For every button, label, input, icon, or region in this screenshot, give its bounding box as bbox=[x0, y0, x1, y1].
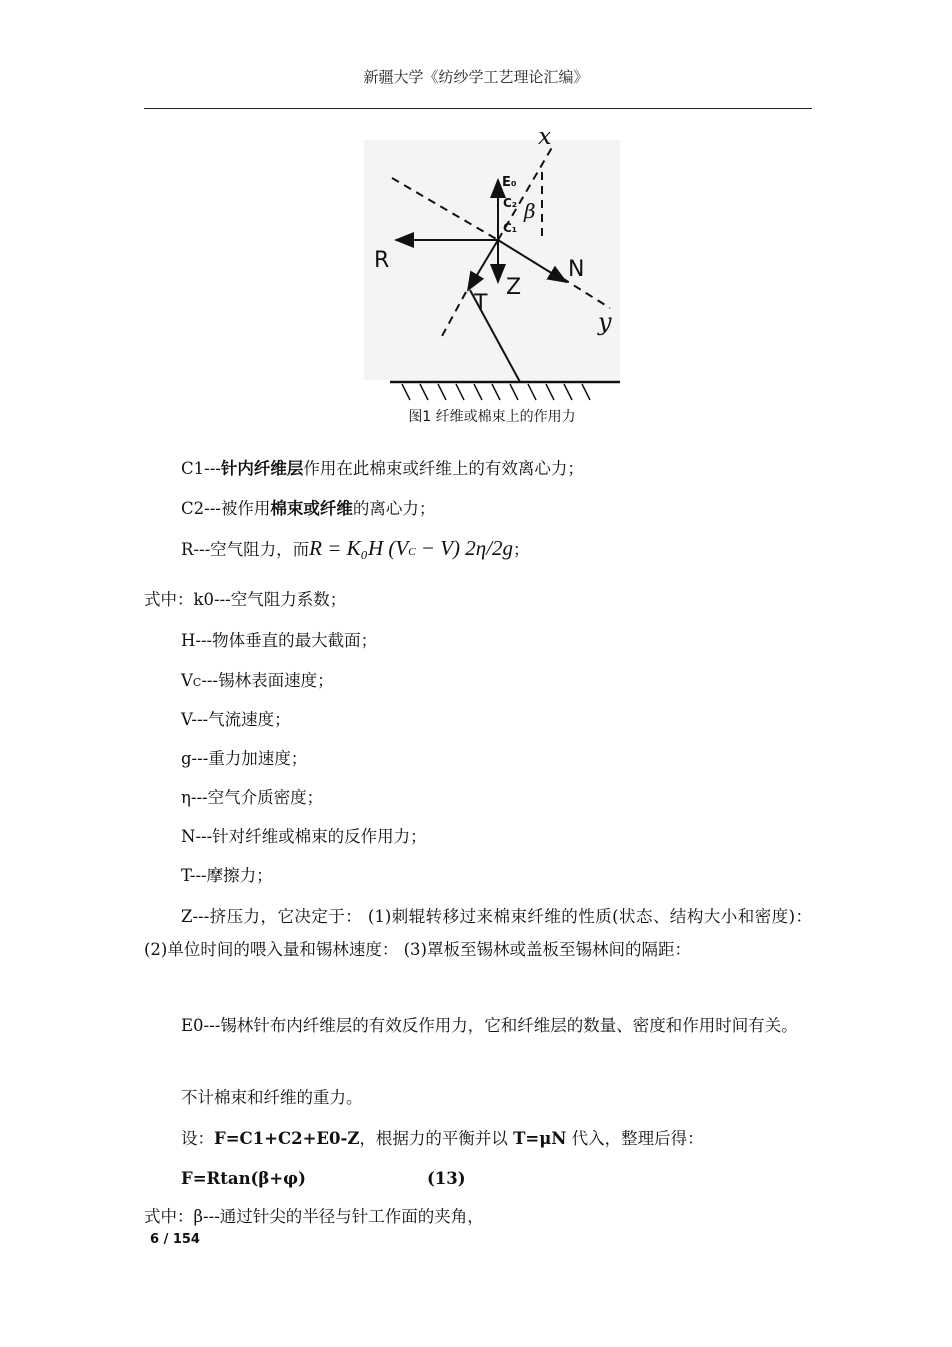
line-vc bbox=[144, 666, 812, 697]
header-rule bbox=[144, 108, 812, 109]
line-n: N---针对纤维或棉束的反作用力； bbox=[181, 827, 427, 846]
r-label: R bbox=[374, 248, 390, 273]
line-t: T---摩擦力； bbox=[181, 866, 273, 885]
line-setup bbox=[144, 1124, 812, 1153]
figure-caption: 图1 纤维或棉束上的作用力 bbox=[408, 409, 576, 425]
r-prefix: R---空气阻力，而 bbox=[181, 540, 310, 559]
paragraph-z: Z---挤压力，它决定于： (1)刺辊转移过来棉束纤维的性质(状态、结构大小和密度)： (2)单位时间的喂入量和锡林速度： (3)罩板至锡林或盖板至锡林间的隔距： bbox=[144, 907, 812, 959]
page-number: 6 / 154 bbox=[150, 1232, 200, 1247]
c2-prefix: C2---被作用 bbox=[181, 499, 271, 518]
line-where-beta: 式中：β---通过针尖的半径与针工作面的夹角， bbox=[144, 1207, 484, 1226]
n-label: N bbox=[568, 257, 585, 282]
c2-rest: 的离心力； bbox=[352, 499, 436, 518]
r-formula bbox=[309, 536, 513, 560]
setup-mid: ，根据力的平衡并以 bbox=[359, 1129, 514, 1148]
line-v: V---气流速度； bbox=[181, 710, 291, 729]
c1-prefix: C1--- bbox=[181, 459, 221, 478]
c1-rest: 作用在此棉束或纤维上的有效离心力； bbox=[303, 459, 584, 478]
setup-substitution: T=μN bbox=[513, 1129, 567, 1148]
beta-label: β bbox=[524, 199, 536, 223]
setup-prefix: 设： bbox=[181, 1129, 214, 1148]
equation-13: F=Rtan(β+φ) bbox=[181, 1169, 306, 1188]
e0-label: E₀ bbox=[502, 175, 517, 190]
page-header: 新疆大学《纺纱学工艺理论汇编》 bbox=[363, 68, 589, 86]
setup-rest: 代入，整理后得： bbox=[566, 1129, 704, 1148]
t-label: T bbox=[474, 291, 488, 316]
c2-bold: 棉束或纤维 bbox=[270, 499, 353, 518]
line-where-k0: 式中：k0---空气阻力系数； bbox=[144, 590, 347, 609]
y-label: y bbox=[598, 308, 612, 336]
formula-part1: R = K₀H (V bbox=[309, 536, 409, 560]
x-label: x bbox=[538, 132, 552, 150]
formula-sub: C bbox=[408, 546, 416, 558]
vc-prefix: V bbox=[181, 671, 193, 690]
paragraph-e0: E0---锡林针布内纤维层的有效反作用力，它和纤维层的数量、密度和作用时间有关。 bbox=[181, 1016, 798, 1035]
vc-rest: ---锡林表面速度； bbox=[201, 671, 334, 690]
equation-number: (13) bbox=[427, 1169, 466, 1188]
c1-label: C₁ bbox=[503, 221, 518, 235]
formula-part2: − V) 2η/2g bbox=[415, 536, 514, 560]
vc-sub: C bbox=[192, 676, 202, 689]
line-ignore-gravity: 不计棉束和纤维的重力。 bbox=[181, 1088, 363, 1107]
line-h: H---物体垂直的最大截面； bbox=[181, 631, 378, 650]
force-diagram bbox=[362, 132, 622, 432]
setup-equation: F=C1+C2+E0-Z bbox=[214, 1129, 360, 1148]
ground-hatch bbox=[402, 384, 590, 400]
z-label: Z bbox=[506, 275, 522, 300]
line-equation-13 bbox=[144, 1164, 812, 1193]
line-r bbox=[144, 534, 812, 567]
line-eta: η---空气介质密度； bbox=[181, 788, 324, 807]
line-g: g---重力加速度； bbox=[181, 749, 308, 768]
line-c2 bbox=[144, 494, 812, 523]
r-suffix: ； bbox=[513, 540, 530, 559]
line-c1 bbox=[144, 454, 812, 483]
c1-bold: 针内纤维层 bbox=[220, 459, 304, 478]
c2-label: C₂ bbox=[503, 196, 518, 210]
